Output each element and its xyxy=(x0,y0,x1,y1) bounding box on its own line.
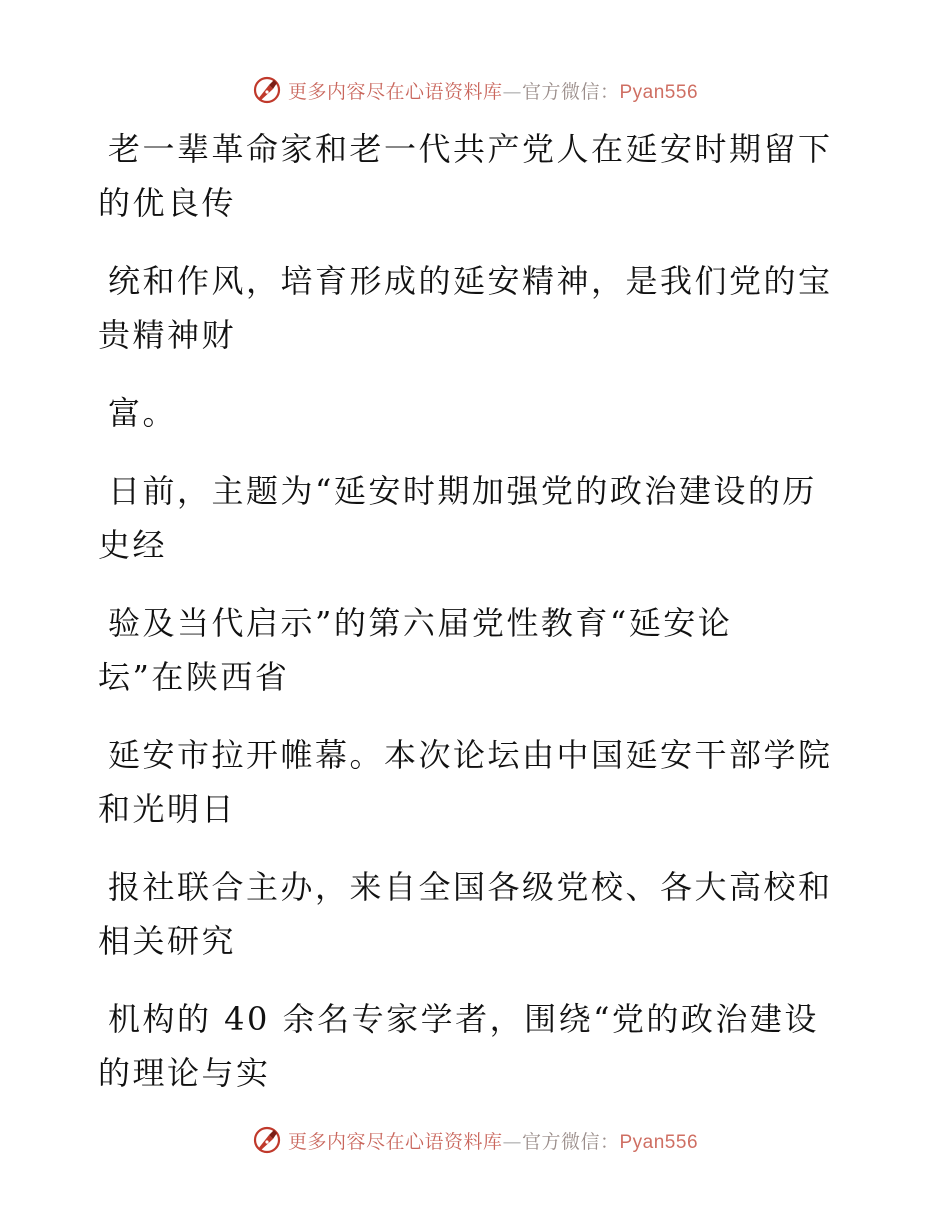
paragraph xyxy=(98,992,858,1100)
paragraph xyxy=(98,122,858,230)
paragraph xyxy=(98,254,858,362)
paragraph-line: 史经 xyxy=(98,526,168,564)
pen-nib-logo-icon xyxy=(252,75,282,105)
paragraph-line: 日前，主题为“延安时期加强党的政治建设的历 xyxy=(108,472,817,510)
document-body xyxy=(98,122,858,1124)
banner-dash: — xyxy=(502,1130,522,1153)
banner-wechat-label: 官方微信： xyxy=(521,80,620,103)
banner-text xyxy=(288,1127,698,1154)
banner-site-text: 更多内容尽在心语资料库 xyxy=(287,1130,503,1153)
paragraph-line: 相关研究 xyxy=(98,922,237,960)
banner-wechat-id: Pyan556 xyxy=(619,81,699,103)
paragraph-line: 的理论与实 xyxy=(98,1054,271,1092)
paragraph-line: 报社联合主办，来自全国各级党校、各大高校和 xyxy=(108,868,833,906)
banner-dash: — xyxy=(502,80,522,103)
paragraph xyxy=(98,596,858,704)
footer-banner xyxy=(0,1120,950,1160)
paragraph-line: 机构的 40 余名专家学者，围绕“党的政治建设 xyxy=(108,1000,819,1038)
banner-wechat-id: Pyan556 xyxy=(619,1131,699,1153)
paragraph-line: 延安市拉开帷幕。本次论坛由中国延安干部学院 xyxy=(108,736,833,774)
paragraph-line: 老一辈革命家和老一代共产党人在延安时期留下 xyxy=(108,130,833,168)
paragraph xyxy=(98,386,858,440)
paragraph-line: 和光明日 xyxy=(98,790,237,828)
banner-wechat-label: 官方微信： xyxy=(521,1130,620,1153)
paragraph-line: 贵精神财 xyxy=(98,316,237,354)
banner-text xyxy=(288,77,698,104)
paragraph xyxy=(98,860,858,968)
paragraph xyxy=(98,464,858,572)
paragraph-line: 统和作风，培育形成的延安精神，是我们党的宝 xyxy=(108,262,833,300)
paragraph xyxy=(98,728,858,836)
paragraph-line: 富。 xyxy=(108,394,178,432)
paragraph-line: 坛”在陕西省 xyxy=(98,658,290,696)
pen-nib-logo-icon xyxy=(252,1125,282,1155)
paragraph-line: 的优良传 xyxy=(98,184,237,222)
banner-site-text: 更多内容尽在心语资料库 xyxy=(287,80,503,103)
header-banner xyxy=(0,70,950,110)
paragraph-line: 验及当代启示”的第六届党性教育“延安论 xyxy=(108,604,733,642)
